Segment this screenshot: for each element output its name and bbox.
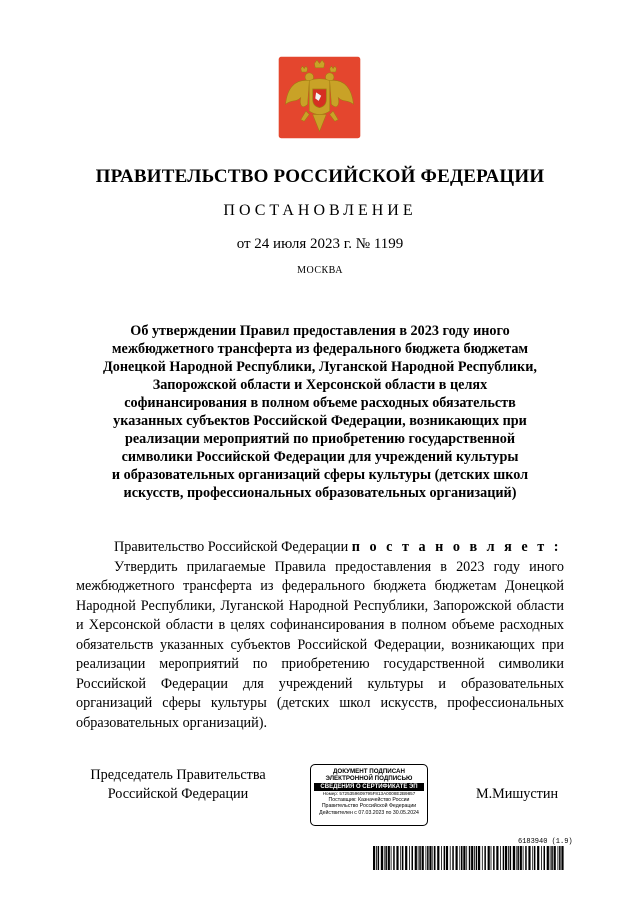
title-line: символики Российской Федерации для учреждений культуры	[121, 449, 519, 465]
barcode-bar	[551, 846, 553, 870]
barcode-bar	[378, 846, 380, 870]
title-line: Об утверждении Правил предоставления в 2023 году иного	[130, 323, 510, 339]
barcode-bar	[508, 846, 509, 870]
barcode-bar	[496, 846, 498, 870]
barcode-bar	[388, 846, 390, 870]
barcode-bar	[429, 846, 431, 870]
barcode-bar	[373, 846, 375, 870]
barcode-icon	[373, 846, 565, 870]
barcode-bar	[459, 846, 460, 870]
body-intro-text: Правительство Российской Федерации	[114, 539, 349, 555]
title-line: межбюджетного трансферта из федерального бюджета бюджетам	[111, 341, 529, 357]
signatory-position-line: Российской Федерации	[107, 786, 249, 802]
barcode-bar	[505, 846, 507, 870]
barcode-bar	[476, 846, 478, 870]
barcode-bar	[469, 846, 471, 870]
barcode-bar	[471, 846, 473, 870]
document-code: 6183940 (1.9)	[518, 838, 573, 846]
barcode-bar	[418, 846, 419, 870]
document-body	[76, 538, 564, 733]
stamp-owner: Правительство Российской Федерации	[321, 803, 417, 810]
barcode-bar	[559, 846, 561, 870]
barcode-bar	[513, 846, 515, 870]
document-date-number: от 24 июля 2023 г. № 1199	[236, 236, 404, 252]
barcode-bar	[482, 846, 483, 870]
barcode-bar	[561, 846, 563, 870]
stamp-serial: Номер: 5725359609795F813A0008E2B9857	[322, 791, 416, 796]
barcode-bar	[419, 846, 421, 870]
barcode-bar	[412, 846, 414, 870]
signatory-name: М.Мишустин	[476, 786, 559, 802]
barcode-bar	[409, 846, 410, 870]
signatory-position	[78, 766, 278, 804]
barcode-bar	[550, 846, 551, 870]
barcode-bar	[391, 846, 392, 870]
title-line: софинансирования в полном объеме расходных обязательств	[124, 395, 516, 411]
barcode-bar	[434, 846, 436, 870]
barcode-bar	[441, 846, 442, 870]
barcode-bar	[474, 846, 475, 870]
barcode-bar	[452, 846, 454, 870]
barcode-bar	[510, 846, 512, 870]
barcode-bar	[432, 846, 433, 870]
barcode-bar	[400, 846, 401, 870]
barcode-bar	[461, 846, 463, 870]
barcode-bar	[532, 846, 533, 870]
body-paragraph: Утвердить прилагаемые Правила предоставления в 2023 году иного межбюджетного трансферта из федерального бюджета бюджетам Донецкой Народной Республики, Луганской Народной Республики, Запорожской области и Херсонской области в целях софинансирования в полном объеме расходных обязательств указанных субъектов Российской Федерации, возникающих при реализации мероприятий по приобретению государственной символики Российской Федерации для учреждений культуры и образовательных организаций сферы культуры (детских школ искусств, профессиональных образовательных организаций).	[76, 558, 564, 731]
barcode-bar	[415, 846, 417, 870]
barcode-bar	[446, 846, 448, 870]
barcode-bar	[525, 846, 527, 870]
barcode-bar	[503, 846, 505, 870]
barcode-bar	[450, 846, 451, 870]
stamp-line: ДОКУМЕНТ ПОДПИСАН	[333, 768, 405, 775]
barcode-bar	[437, 846, 439, 870]
electronic-signature-stamp	[310, 764, 428, 826]
barcode-bar	[478, 846, 480, 870]
barcode-bar	[528, 846, 530, 870]
barcode-bar	[402, 846, 404, 870]
barcode-bar	[384, 846, 385, 870]
title-line: указанных субъектов Российской Федерации, возникающих при	[113, 413, 527, 429]
title-line: Донецкой Народной Республики, Луганской Народной Республики,	[103, 359, 537, 375]
coat-of-arms-icon	[277, 55, 362, 140]
barcode-bar	[484, 846, 486, 870]
stamp-line: ЭЛЕКТРОННОЙ ПОДПИСЬЮ	[325, 775, 413, 782]
barcode-bar	[516, 846, 517, 870]
title-line: реализации мероприятий по приобретению государственной	[124, 431, 516, 447]
barcode-bar	[381, 846, 383, 870]
barcode-bar	[396, 846, 398, 870]
barcode-bar	[537, 846, 539, 870]
stamp-certificate-bar: СВЕДЕНИЯ О СЕРТИФИКАТЕ ЭП	[314, 783, 424, 791]
government-title: ПРАВИТЕЛЬСТВО РОССИЙСКОЙ ФЕДЕРАЦИИ	[95, 166, 545, 187]
barcode-bar	[547, 846, 549, 870]
barcode-bar	[456, 846, 458, 870]
barcode-bar	[541, 846, 542, 870]
barcode-bar	[520, 846, 522, 870]
barcode-bar	[385, 846, 387, 870]
barcode-bar	[534, 846, 536, 870]
barcode-bar	[393, 846, 395, 870]
barcode-bar	[405, 846, 407, 870]
barcode-bar	[376, 846, 377, 870]
body-resolution-word: п о с т а н о в л я е т :	[351, 539, 562, 555]
barcode-bar	[444, 846, 446, 870]
body-intro	[76, 538, 564, 558]
document-title	[80, 322, 560, 502]
title-line: Запорожской области и Херсонской области в целях	[152, 377, 488, 393]
barcode-bar	[427, 846, 429, 870]
barcode-bar	[517, 846, 519, 870]
signatory-position-line: Председатель Правительства	[90, 767, 266, 783]
document-type: ПОСТАНОВЛЕНИЕ	[223, 202, 417, 219]
barcode-bar	[523, 846, 524, 870]
title-line: искусств, профессиональных образовательных организаций)	[123, 485, 517, 501]
barcode-bar	[466, 846, 467, 870]
stamp-validity: Действителен с 07.03.2023 по 30.05.2024	[319, 809, 419, 816]
barcode-bar	[488, 846, 490, 870]
barcode-bar	[426, 846, 427, 870]
barcode-bar	[493, 846, 495, 870]
barcode-bar	[463, 846, 465, 870]
title-line: и образовательных организаций сферы культуры (детских школ	[111, 467, 529, 483]
barcode-bar	[558, 846, 559, 870]
barcode-bar	[500, 846, 501, 870]
document-city: МОСКВА	[297, 265, 343, 276]
barcode-bar	[491, 846, 492, 870]
stamp-supplier: Поставщик: Казначейство России	[328, 797, 410, 803]
barcode-bar	[544, 846, 546, 870]
barcode-bar	[422, 846, 424, 870]
barcode-bar	[554, 846, 556, 870]
